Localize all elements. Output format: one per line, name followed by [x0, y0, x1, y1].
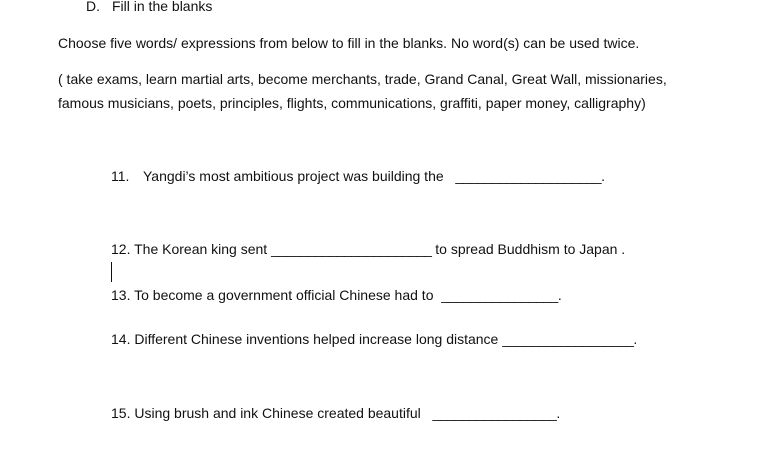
- question-number: 14.: [111, 331, 131, 347]
- question-end: .: [633, 331, 638, 347]
- question-12: [111, 240, 625, 258]
- question-text: Yangdi’s most ambitious project was building the: [143, 168, 444, 184]
- answer-blank-11[interactable]: ____________________: [455, 168, 602, 184]
- word-bank-line-1: ( take exams, learn martial arts, become merchants, trade, Grand Canal, Great Wall, missionaries,: [58, 71, 667, 87]
- text-cursor: [111, 262, 112, 282]
- question-11: [111, 167, 605, 185]
- question-number: 15.: [111, 405, 131, 421]
- question-end: .: [601, 168, 605, 184]
- answer-blank-14[interactable]: __________________: [502, 331, 634, 347]
- question-number: 11.: [111, 168, 130, 184]
- answer-blank-15[interactable]: _________________: [432, 405, 557, 421]
- question-text: Different Chinese inventions helped increase long distance: [134, 331, 499, 347]
- question-text: The Korean king sent: [134, 241, 268, 257]
- question-15: [111, 404, 560, 422]
- answer-blank-12[interactable]: ______________________: [271, 241, 432, 257]
- question-end: .: [557, 287, 562, 303]
- section-letter: D.: [86, 0, 100, 14]
- question-number: 13.: [111, 287, 131, 303]
- question-13: [111, 286, 562, 304]
- instructions-text: Choose five words/ expressions from below to fill in the blanks. No word(s) can be used twice.: [58, 35, 640, 51]
- question-14: [111, 330, 637, 348]
- answer-blank-13[interactable]: ________________: [441, 287, 558, 303]
- question-end: to spread Buddhism to Japan .: [435, 241, 626, 257]
- section-heading: [86, 0, 212, 15]
- question-text: Using brush and ink Chinese created beautiful: [134, 405, 421, 421]
- section-title: Fill in the blanks: [112, 0, 213, 14]
- question-text: To become a government official Chinese had to: [134, 287, 434, 303]
- question-number: 12.: [111, 241, 131, 257]
- word-bank-line-2: famous musicians, poets, principles, flights, communications, graffiti, paper money, calligraphy): [58, 95, 646, 111]
- question-end: .: [556, 405, 561, 421]
